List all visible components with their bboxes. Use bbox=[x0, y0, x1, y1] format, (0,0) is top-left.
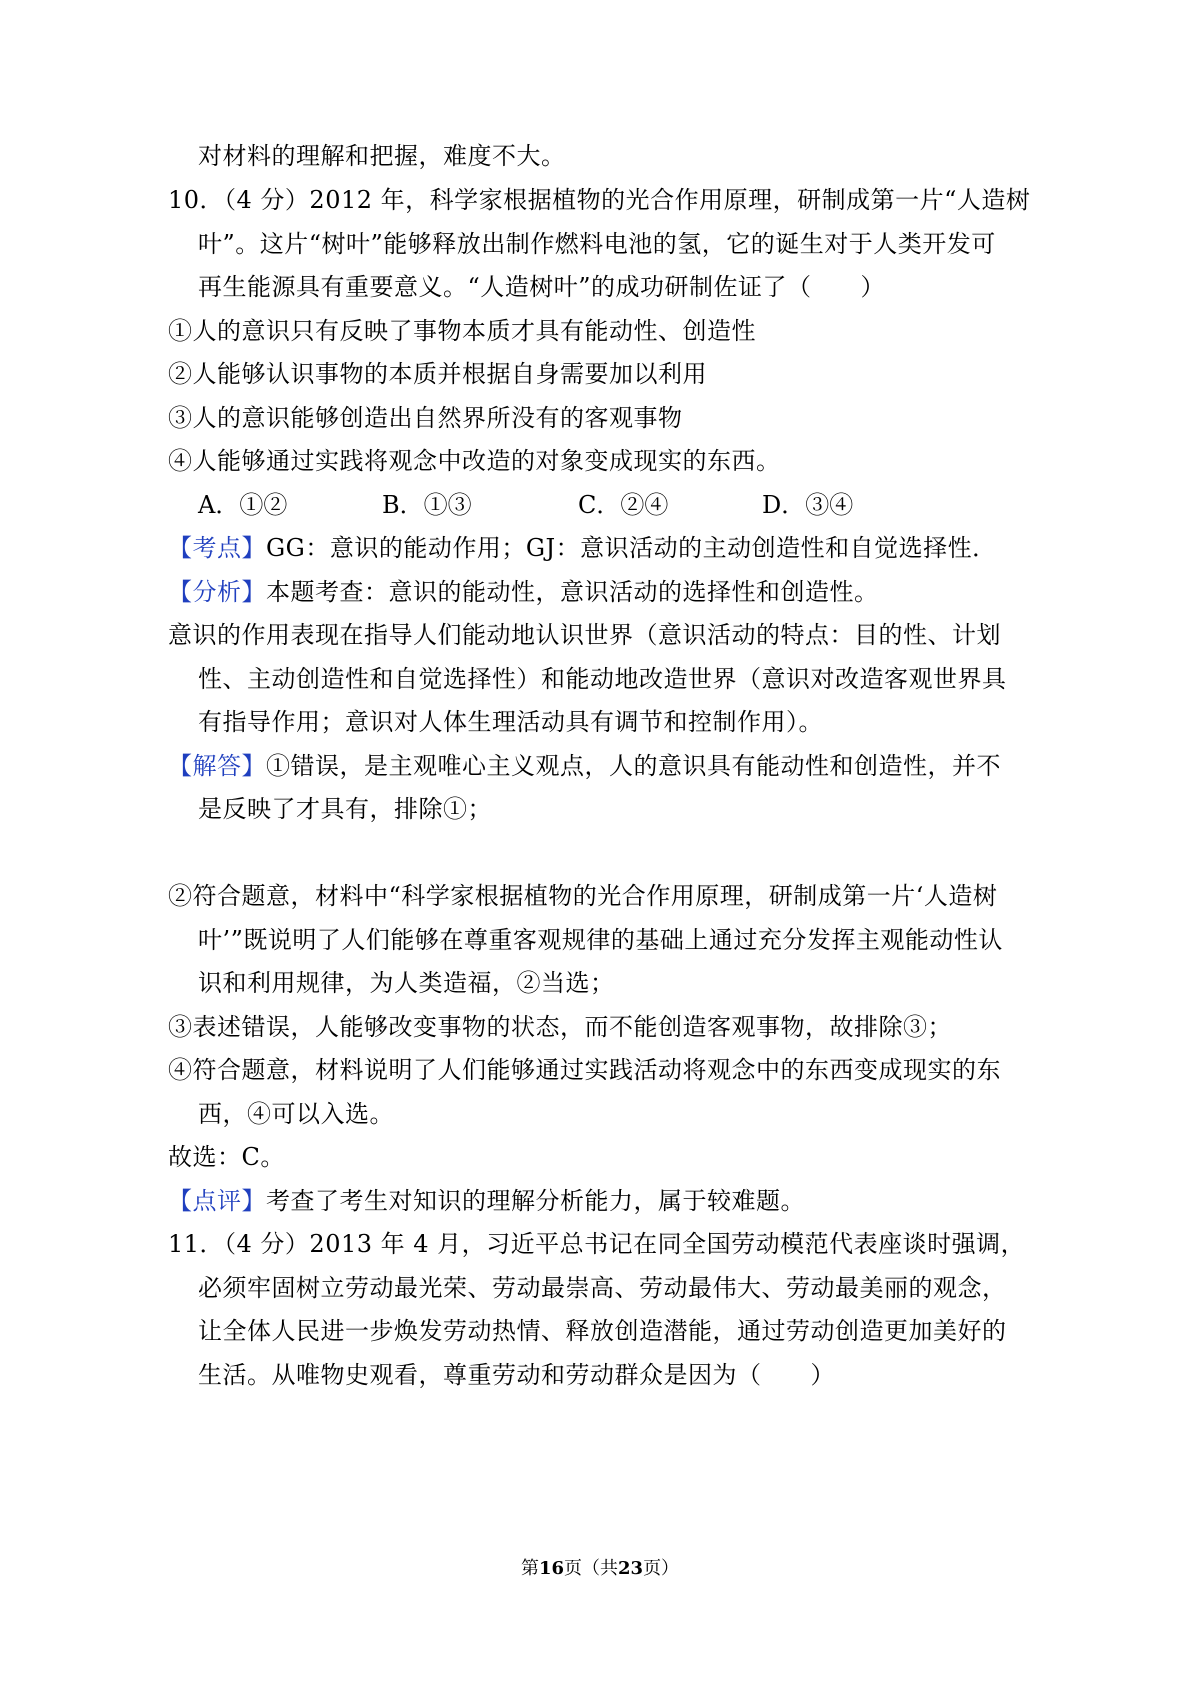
q10-jieda-line-2: 是反映了才具有，排除①； bbox=[198, 795, 492, 823]
kaodian-text: GG：意识的能动作用；GJ：意识活动的主动创造性和自觉选择性． bbox=[266, 534, 997, 562]
q10-answer-2-line-3: 识和利用规律，为人类造福，②当选； bbox=[198, 969, 615, 997]
q11-stem-line-4: 生活。从唯物史观看，尊重劳动和劳动群众是因为（ ） bbox=[198, 1361, 835, 1389]
q10-option-d: D．③④ bbox=[762, 491, 854, 519]
q10-option-b: B．①③ bbox=[382, 491, 472, 519]
q10-fenxi-line-3: 性、主动创造性和自觉选择性）和能动地改造世界（意识对改造客观世界具 bbox=[198, 665, 1007, 693]
jieda-text: ①错误，是主观唯心主义观点，人的意识具有能动性和创造性，并不 bbox=[266, 752, 1001, 780]
q10-stem-line-1: 10．（4 分）2012 年，科学家根据植物的光合作用原理，研制成第一片“人造树 bbox=[168, 186, 1031, 214]
fenxi-text: 本题考查：意识的能动性，意识活动的选择性和创造性。 bbox=[266, 578, 879, 606]
q10-stem-line-2: 叶”。这片“树叶”能够释放出制作燃料电池的氢，它的诞生对于人类开发可 bbox=[198, 230, 996, 258]
dianping-tag: 【点评】 bbox=[168, 1187, 266, 1215]
q10-statement-4: ④人能够通过实践将观念中改造的对象变成现实的东西。 bbox=[168, 447, 781, 475]
q10-statement-3: ③人的意识能够创造出自然界所没有的客观事物 bbox=[168, 404, 683, 432]
q10-fenxi-line-2: 意识的作用表现在指导人们能动地认识世界（意识活动的特点：目的性、计划 bbox=[168, 621, 1001, 649]
q10-kaodian bbox=[168, 532, 997, 564]
dianping-text: 考查了考生对知识的理解分析能力，属于较难题。 bbox=[266, 1187, 805, 1215]
q10-statement-2: ②人能够认识事物的本质并根据自身需要加以利用 bbox=[168, 360, 707, 388]
q10-answer-4-line-1: ④符合题意，材料说明了人们能够通过实践活动将观念中的东西变成现实的东 bbox=[168, 1056, 1001, 1084]
q10-answer-2-line-1: ②符合题意，材料中“科学家根据植物的光合作用原理，研制成第一片‘人造树 bbox=[168, 882, 998, 910]
q10-answer-3: ③表述错误，人能够改变事物的状态，而不能创造客观事物，故排除③； bbox=[168, 1013, 952, 1041]
jieda-tag: 【解答】 bbox=[168, 752, 266, 780]
q10-jieda bbox=[168, 750, 1001, 782]
q10-fenxi bbox=[168, 576, 879, 608]
fenxi-tag: 【分析】 bbox=[168, 578, 266, 606]
q10-answer-2-line-2: 叶’”既说明了人们能够在尊重客观规律的基础上通过充分发挥主观能动性认 bbox=[198, 926, 1003, 954]
q10-stem-line-3: 再生能源具有重要意义。“人造树叶”的成功研制佐证了（ ） bbox=[198, 273, 886, 301]
q11-stem-line-3: 让全体人民进一步焕发劳动热情、释放创造潜能，通过劳动创造更加美好的 bbox=[198, 1317, 1007, 1345]
previous-answer-tail: 对材料的理解和把握，难度不大。 bbox=[198, 142, 566, 170]
current-page-number: 16 bbox=[538, 1558, 564, 1579]
q10-dianping bbox=[168, 1185, 805, 1217]
page-footer: 第16页（共23页） bbox=[520, 1558, 680, 1579]
total-page-count: 23 bbox=[618, 1558, 644, 1579]
q10-answer-4-line-2: 西，④可以入选。 bbox=[198, 1100, 394, 1128]
q11-stem-line-1: 11．（4 分）2013 年 4 月，习近平总书记在同全国劳动模范代表座谈时强调， bbox=[168, 1230, 1026, 1258]
q10-statement-1: ①人的意识只有反映了事物本质才具有能动性、创造性 bbox=[168, 317, 756, 345]
q10-option-c: C．②④ bbox=[578, 491, 669, 519]
kaodian-tag: 【考点】 bbox=[168, 534, 266, 562]
q10-fenxi-line-4: 有指导作用；意识对人体生理活动具有调节和控制作用）。 bbox=[198, 708, 823, 736]
q11-stem-line-2: 必须牢固树立劳动最光荣、劳动最崇高、劳动最伟大、劳动最美丽的观念， bbox=[198, 1274, 1007, 1302]
q10-final-choice: 故选：C。 bbox=[168, 1143, 285, 1171]
q10-option-a: A．①② bbox=[198, 491, 288, 519]
